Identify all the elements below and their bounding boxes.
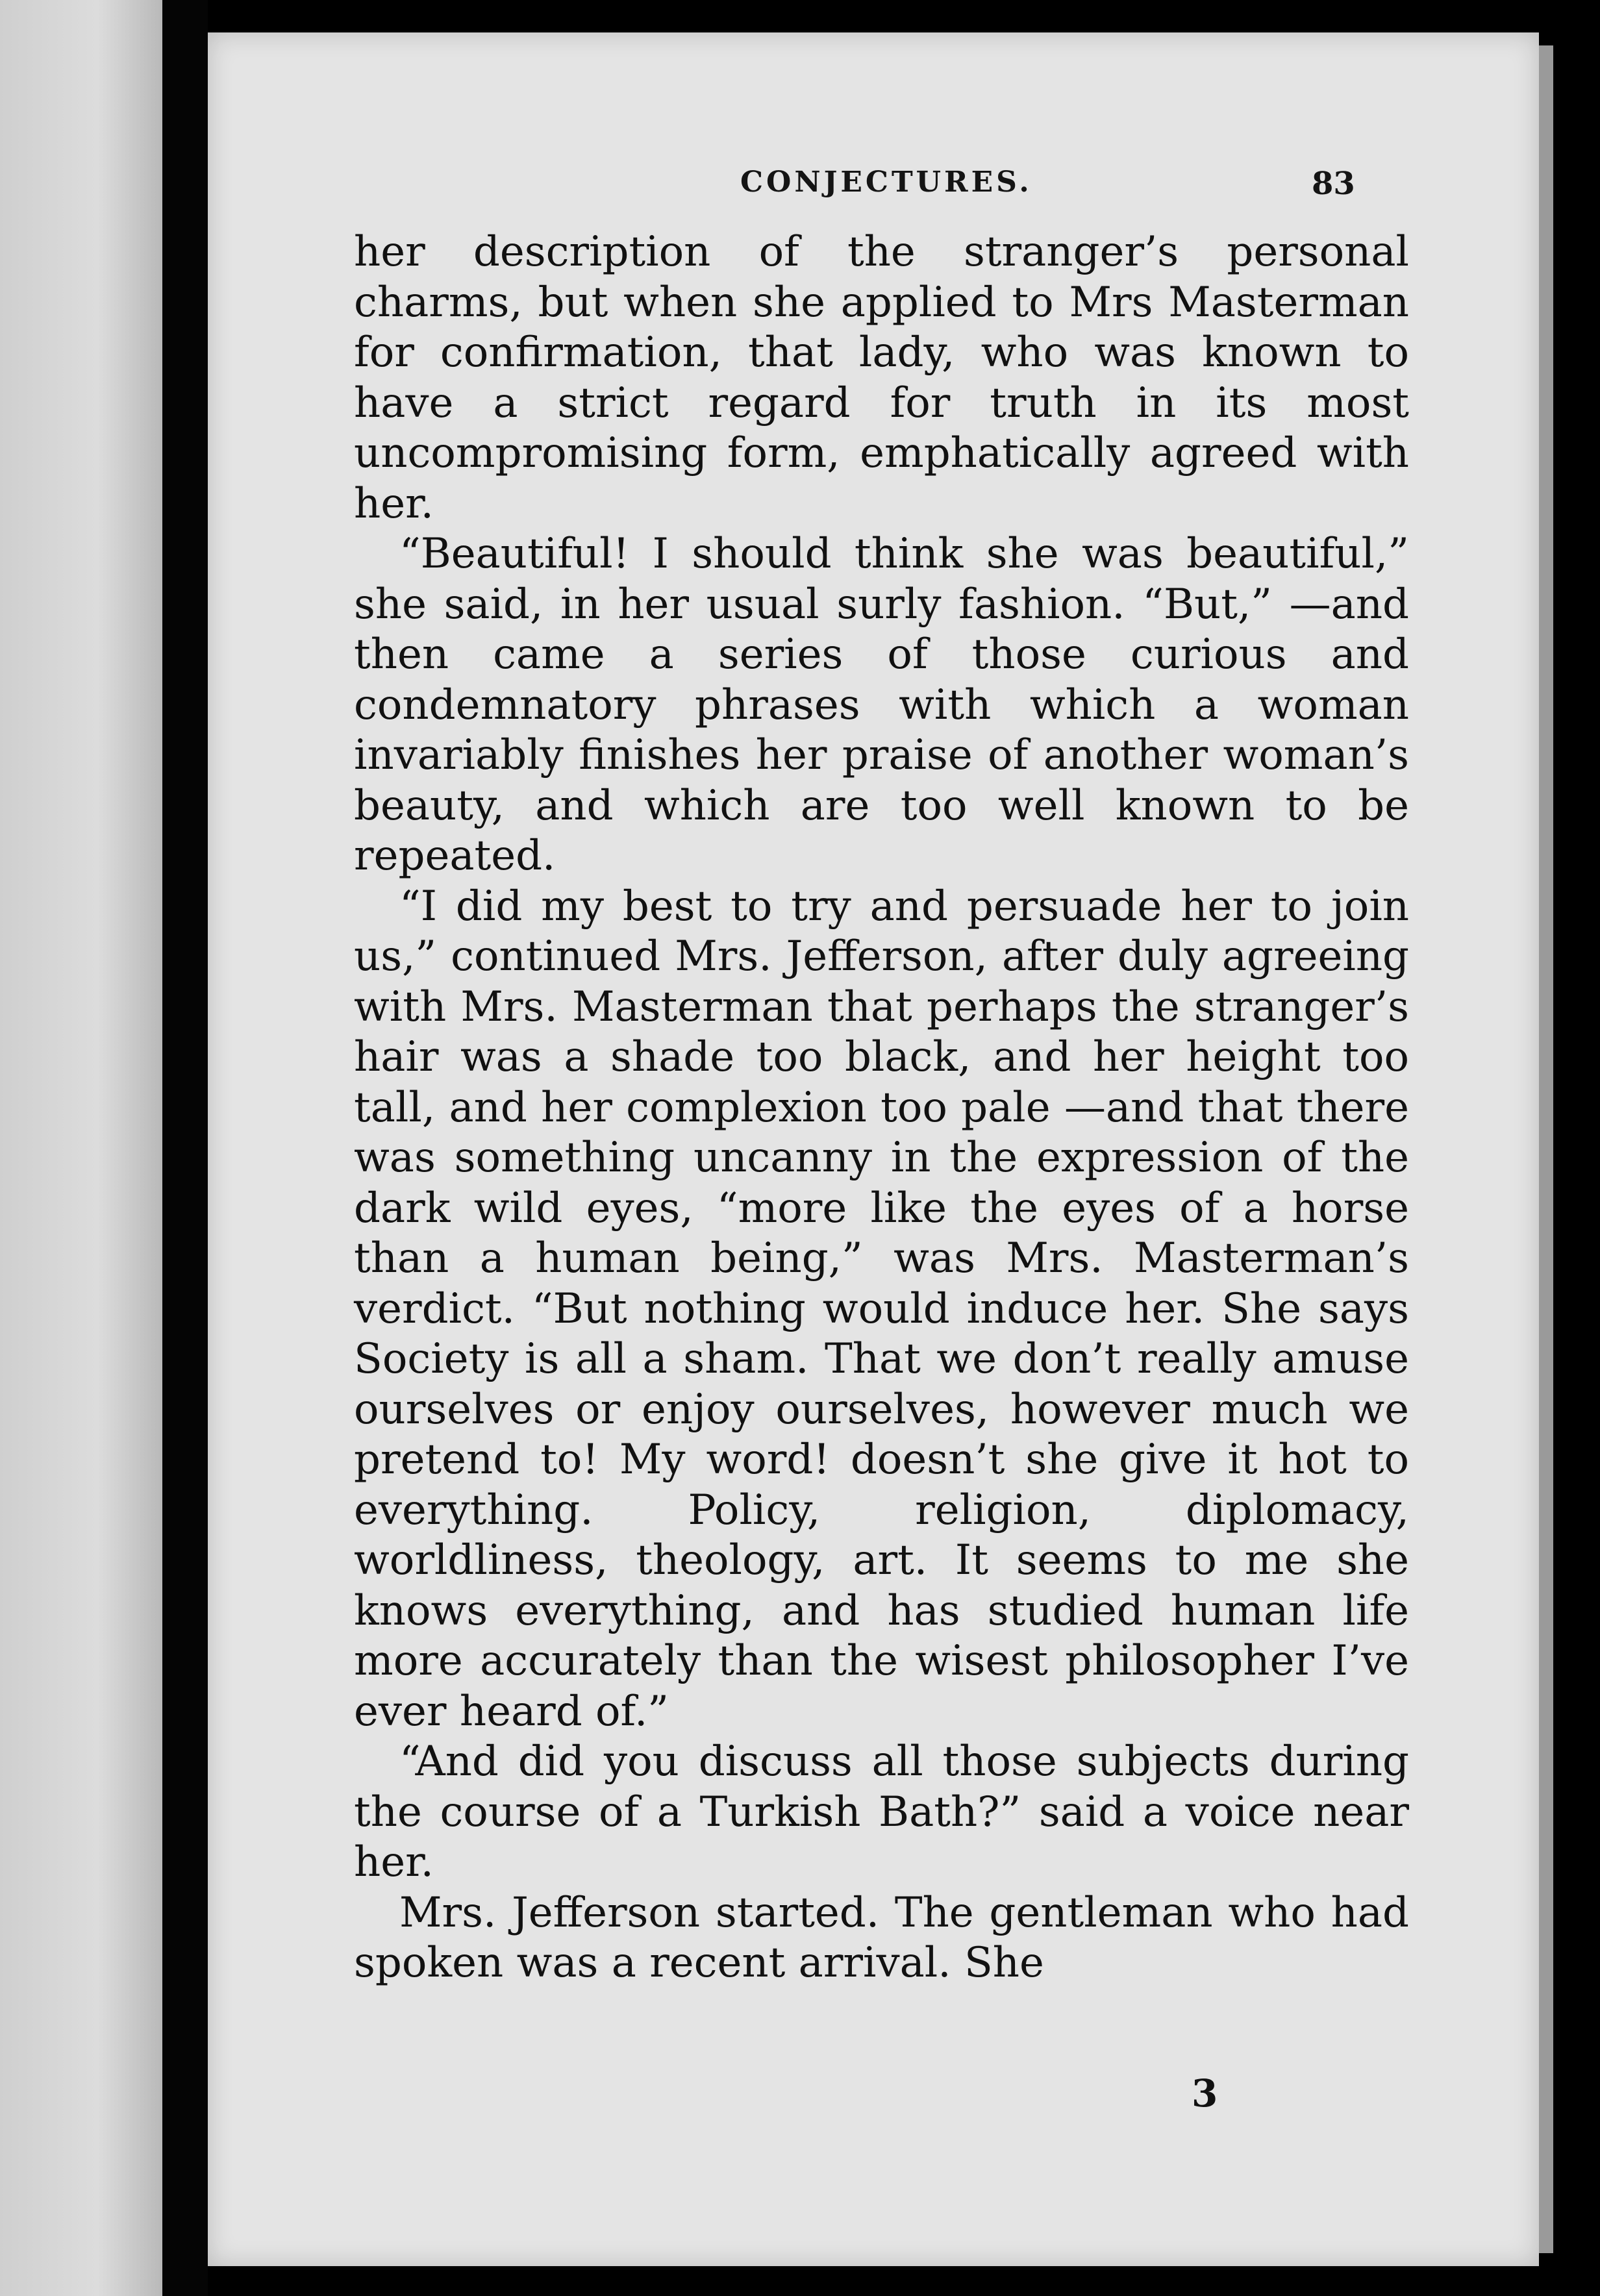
book-page	[208, 32, 1539, 2266]
facing-page-edge	[0, 0, 162, 2296]
page-number: 83	[1312, 166, 1355, 202]
gutter-shadow	[162, 0, 208, 2296]
paragraph-turkish-bath: “And did you discuss all those subjects during the course of a Turkish Bath?” said a voice near her.	[354, 1738, 1409, 1886]
page-header	[208, 166, 1539, 218]
paragraph-continuation: her description of the stranger’s personal charms, but when she applied to Mrs Masterman for confirmation, that lady, who was known to have a strict regard for truth in its most uncompromising form, emphatically agreed with her.	[354, 228, 1409, 528]
running-head: CONJECTURES.	[740, 166, 1032, 199]
body-text	[354, 227, 1409, 1989]
paragraph-jefferson-started: Mrs. Jefferson started. The gentleman who had spoken was a recent arrival. She	[354, 1888, 1409, 1987]
paragraph-beautiful: “Beautiful! I should think she was beautiful,” she said, in her usual surly fashion. “But,” —and then came a series of those curious and condemnatory phrases with which a woman invariably finishes her praise of another woman’s beauty, and which are too well known to be repeated.	[354, 530, 1409, 880]
paragraph-persuade: “I did my best to try and persuade her to join us,” continued Mrs. Jefferson, after duly agreeing with Mrs. Masterman that perhaps the stranger’s hair was a shade too black, and her height too tall, and her complexion too pale —and that there was something uncanny in the expression of the dark wild eyes, “more like the eyes of a horse than a human being,” was Mrs. Masterman’s verdict. “But nothing would induce her. She says Society is all a sham. That we don’t really amuse ourselves or enjoy ourselves, however much we pretend to! My word! doesn’t she give it hot to everything. Policy, religion, diplomacy, worldliness, theology, art. It seems to me she knows everything, and has studied human life more accurately than the wisest philosopher I’ve ever heard of.”	[354, 882, 1409, 1736]
printer-signature-mark: 3	[1192, 2071, 1218, 2115]
page-fore-edge	[1539, 45, 1553, 2253]
